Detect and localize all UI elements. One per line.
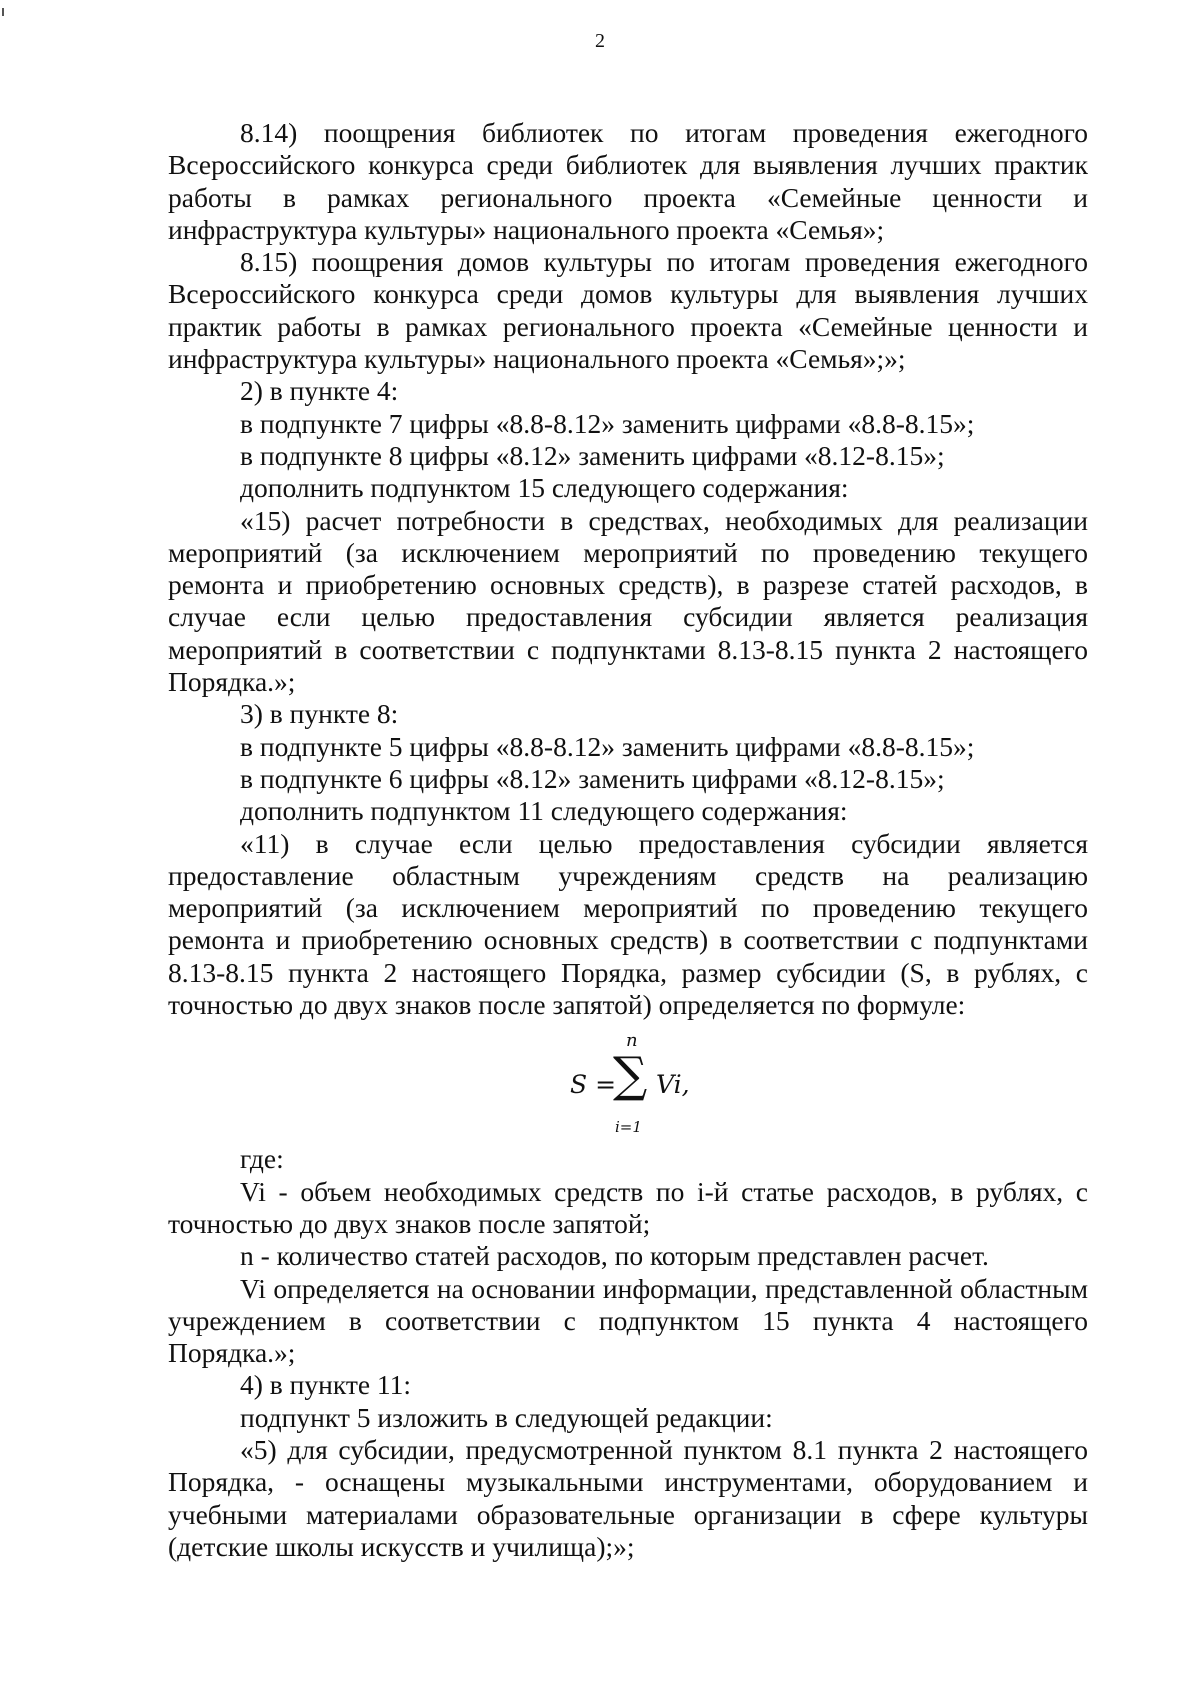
formula-upper-limit: n <box>626 1030 638 1052</box>
sum-formula <box>168 1025 1088 1137</box>
paragraph-item-3-add11: дополнить подпунктом 11 следующего содержания: <box>240 795 848 827</box>
formula-block <box>168 1021 1088 1137</box>
paragraph-item-2: 2) в пункте 4: <box>240 375 399 407</box>
paragraph-item-4: 4) в пункте 11: <box>240 1369 412 1401</box>
page-number: 2 <box>595 30 605 52</box>
paragraph-item-4-sub5: подпункт 5 изложить в следующей редакции: <box>240 1401 773 1433</box>
formula-lower-limit: i=1 <box>615 1118 642 1137</box>
paragraph-vi-source: Vi определяется на основании информации, представленной областным учреждением в соответствии с подпунктом 15 пункта 4 настоящего Порядка.»; <box>168 1272 1088 1369</box>
paragraph-8-14: 8.14) поощрения библиотек по итогам проведения ежегодного Всероссийского конкурса среди библиотек для выявления лучших практик работы в рамках регионального проекта «Семейные ценности и инфраструктура культуры» национального проекта «Семья»; <box>168 117 1088 245</box>
paragraph-item-3-sub5: в подпункте 5 цифры «8.8-8.12» заменить цифрами «8.8-8.15»; <box>240 730 975 762</box>
sigma-symbol: ∑ <box>613 1047 648 1104</box>
paragraph-item-3-sub6: в подпункте 6 цифры «8.12» заменить цифрами «8.12-8.15»; <box>240 762 945 794</box>
formula-term: Vi, <box>656 1070 690 1100</box>
paragraph-sub15-text: «15) расчет потребности в средствах, необходимых для реализации мероприятий (за исключением мероприятий по проведению текущего ремонта и приобретению основных средств), в разрезе статей расходов, в случае если целью предоставления субсидии является реализация мероприятий в соответствии с подпунктами 8.13-8.15 пункта 2 настоящего Порядка.»; <box>168 504 1088 698</box>
paragraph-n-def: n - количество статей расходов, по которым представлен расчет. <box>240 1240 989 1272</box>
paragraph-sub5-text: «5) для субсидии, предусмотренной пунктом 8.1 пункта 2 настоящего Порядка, - оснащены музыкальными инструментами, оборудованием и учебными материалами образовательные организации в сфере культуры (детские школы искусств и училища);»; <box>168 1433 1088 1562</box>
document-body <box>168 117 1088 1563</box>
paragraph-where: где: <box>240 1143 284 1175</box>
scan-mark <box>2 8 4 16</box>
paragraph-vi-def: Vi - объем необходимых средств по i-й статье расходов, в рублях, с точностью до двух знаков после запятой; <box>168 1175 1088 1239</box>
paragraph-sub11-text: «11) в случае если целью предоставления субсидии является предоставление областным учреждениям средств на реализацию мероприятий (за исключением мероприятий по проведению текущего ремонта и приобретению основных средств) в соответствии с подпунктами 8.13-8.15 пункта 2 настоящего Порядка, размер субсидии (S, в рублях, с точностью до двух знаков после запятой) определяется по формуле: <box>168 827 1088 1021</box>
formula-lhs: S = <box>570 1070 617 1100</box>
paragraph-item-2-sub7: в подпункте 7 цифры «8.8-8.12» заменить цифрами «8.8-8.15»; <box>240 407 975 439</box>
paragraph-item-3: 3) в пункте 8: <box>240 698 399 730</box>
paragraph-item-2-add15: дополнить подпунктом 15 следующего содержания: <box>240 472 849 504</box>
paragraph-8-15: 8.15) поощрения домов культуры по итогам проведения ежегодного Всероссийского конкурса среди домов культуры для выявления лучших практик работы в рамках регионального проекта «Семейные ценности и инфраструктура культуры» национального проекта «Семья»;»; <box>168 246 1088 375</box>
paragraph-item-2-sub8: в подпункте 8 цифры «8.12» заменить цифрами «8.12-8.15»; <box>240 439 945 471</box>
